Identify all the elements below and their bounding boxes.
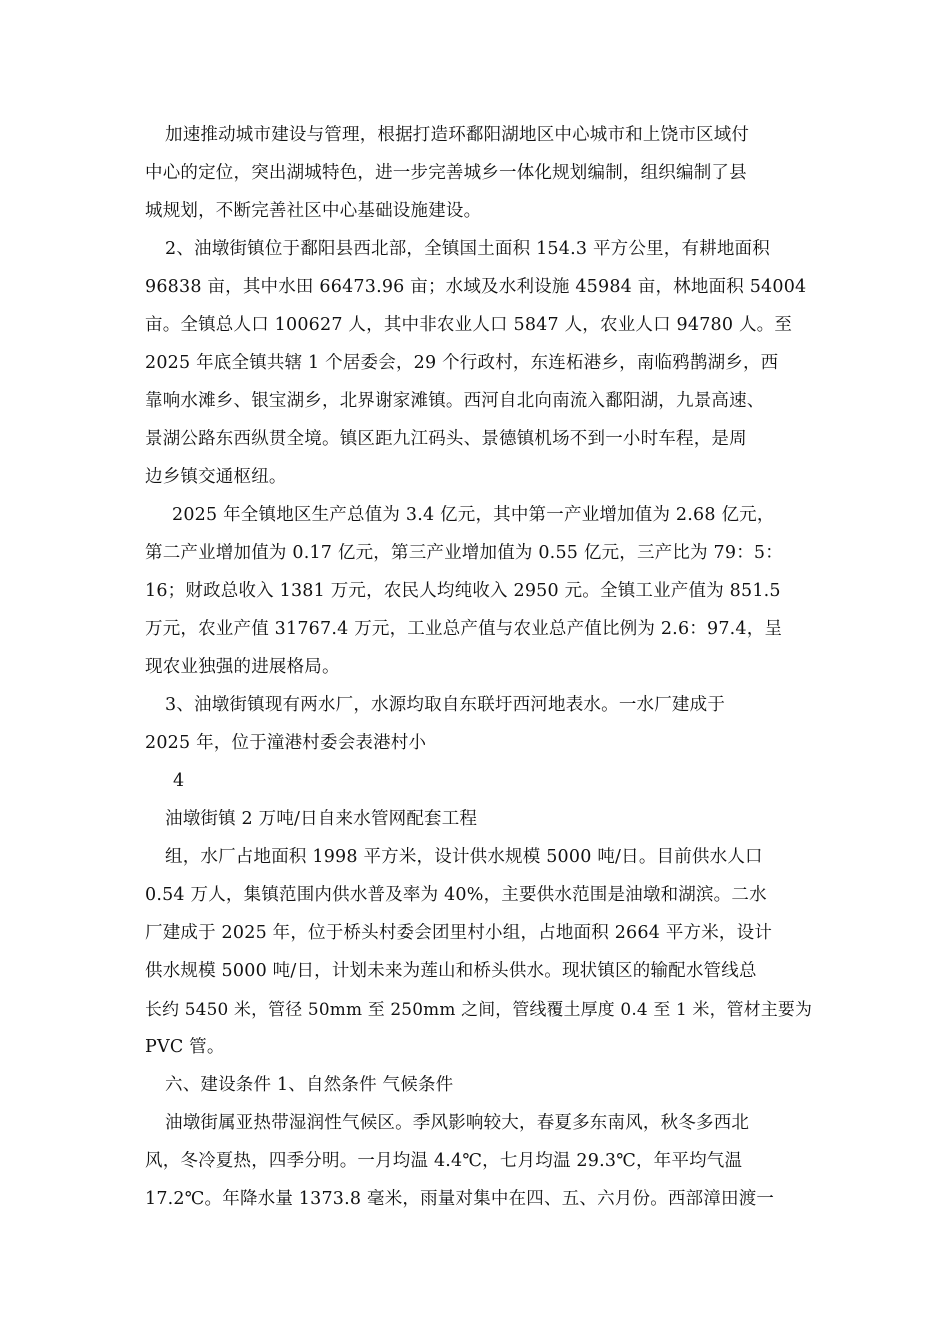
text-line: 靠响水滩乡、银宝湖乡，北界谢家滩镇。西河自北向南流入鄱阳湖，九景高速、 <box>145 391 765 411</box>
text-line: PVC 管。 <box>145 1037 225 1057</box>
text-line: 现农业独强的进展格局。 <box>145 657 340 677</box>
running-header: 油墩街镇 2 万吨/日自来水管网配套工程 <box>165 809 478 829</box>
text-line: 边乡镇交通枢纽。 <box>145 467 287 487</box>
text-line: 第二产业增加值为 0.17 亿元，第三产业增加值为 0.55 亿元，三产比为 79：5： <box>145 543 783 563</box>
text-line: 风，冬冷夏热，四季分明。一月均温 4.4℃，七月均温 29.3℃，年平均气温 <box>145 1151 743 1171</box>
text-line: 加速推动城市建设与管理，根据打造环鄱阳湖地区中心城市和上饶市区域付 <box>165 125 750 145</box>
text-line: 亩。全镇总人口 100627 人，其中非农业人口 5847 人，农业人口 94780 人。至 <box>145 315 793 335</box>
text-line: 17.2℃。年降水量 1373.8 毫米，雨量对集中在四、五、六月份。西部漳田渡一 <box>145 1189 775 1209</box>
text-line: 供水规模 5000 吨/日，计划未来为莲山和桥头供水。现状镇区的输配水管线总 <box>145 961 757 981</box>
section-heading: 六、建设条件 1、自然条件 气候条件 <box>165 1075 454 1095</box>
text-line: 万元，农业产值 31767.4 万元，工业总产值与农业总产值比例为 2.6：97.4，呈 <box>145 619 783 639</box>
text-line: 组，水厂占地面积 1998 平方米，设计供水规模 5000 吨/日。目前供水人口 <box>165 847 763 867</box>
text-line: 96838 亩，其中水田 66473.96 亩；水域及水利设施 45984 亩，林地面积 54004 <box>145 277 807 297</box>
text-line: 2、油墩街镇位于鄱阳县西北部，全镇国土面积 154.3 平方公里，有耕地面积 <box>165 239 770 259</box>
text-line: 2025 年，位于潼港村委会表港村小 <box>145 733 427 753</box>
text-line: 长约 5450 米，管径 50mm 至 250mm 之间，管线覆土厚度 0.4 至 1 米，管材主要为 <box>145 999 813 1019</box>
page-number: 4 <box>173 771 185 791</box>
text-line: 16；财政总收入 1381 万元，农民人均纯收入 2950 元。全镇工业产值为 851.5 <box>145 581 781 601</box>
text-line: 2025 年全镇地区生产总值为 3.4 亿元，其中第一产业增加值为 2.68 亿元， <box>172 505 775 525</box>
text-line: 中心的定位，突出湖城特色，进一步完善城乡一体化规划编制，组织编制了县 <box>145 163 747 183</box>
text-line: 2025 年底全镇共辖 1 个居委会，29 个行政村，东连柘港乡，南临鸦鹊湖乡，西 <box>145 353 779 373</box>
text-line: 油墩街属亚热带湿润性气候区。季风影响较大，春夏多东南风，秋冬多西北 <box>165 1113 750 1133</box>
text-line: 城规划，不断完善社区中心基础设施建设。 <box>145 201 482 221</box>
text-line: 3、油墩街镇现有两水厂，水源均取自东联圩西河地表水。一水厂建成于 <box>165 695 726 715</box>
text-line: 0.54 万人，集镇范围内供水普及率为 40%，主要供水范围是油墩和湖滨。二水 <box>145 885 767 905</box>
text-line: 景湖公路东西纵贯全境。镇区距九江码头、景德镇机场不到一小时车程，是周 <box>145 429 747 449</box>
text-line: 厂建成于 2025 年，位于桥头村委会团里村小组，占地面积 2664 平方米，设计 <box>145 923 773 943</box>
